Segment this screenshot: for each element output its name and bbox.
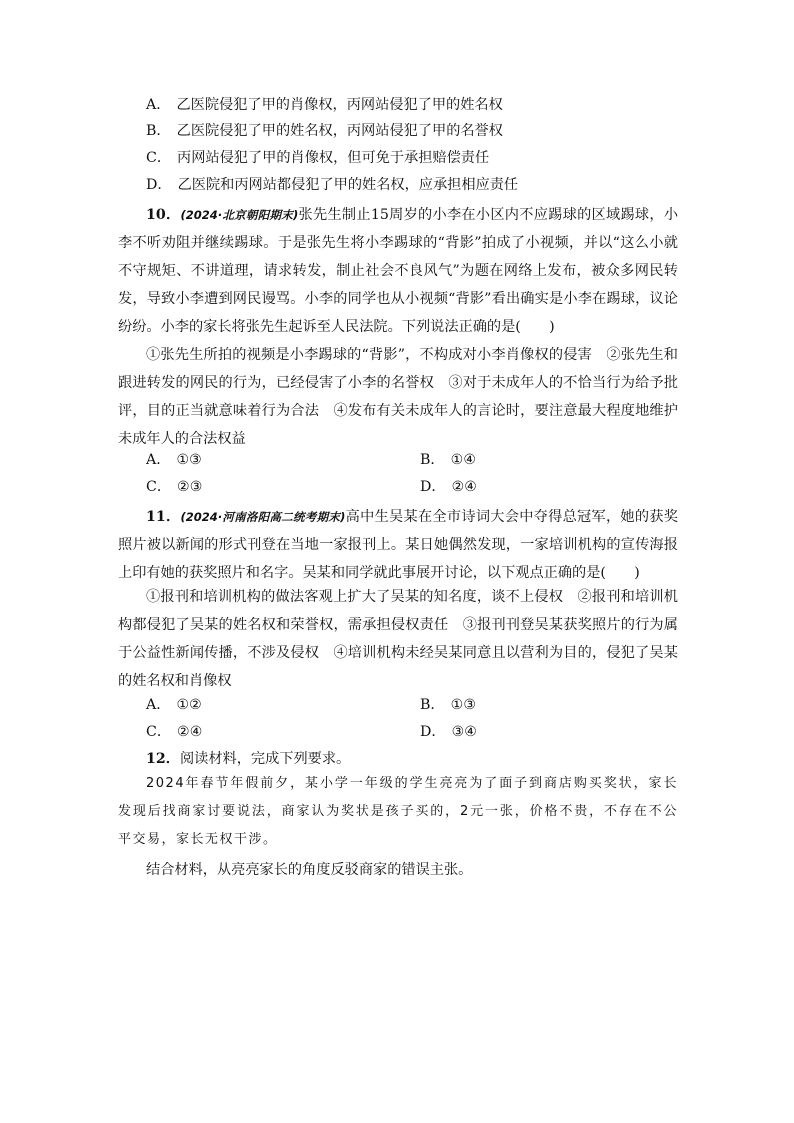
option-label: A． — [146, 697, 171, 713]
material-text: 2024年春节年假前夕，某小学一年级的学生亮亮为了面子到商店购买奖状，家长发现后找商家讨要说法，商家认为奖状是孩子买的，2元一张，价格不贵，不存在不公平交易，家长无权干涉。 — [118, 776, 678, 847]
question-text: 结合材料，从亮亮家长的角度反驳商家的错误主张。 — [146, 862, 473, 878]
q10-option-a — [146, 450, 202, 470]
question-source: (2024·河南洛阳高二统考期末) — [180, 510, 346, 524]
question-number: 11． — [146, 509, 181, 525]
q9-option-d — [146, 175, 518, 195]
q9-option-b — [146, 121, 503, 141]
q11-option-d — [420, 722, 477, 742]
question-source: (2024·北京朝阳期末) — [180, 208, 299, 222]
question-prompt: 阅读材料，完成下列要求。 — [179, 751, 351, 767]
q10-option-b — [420, 450, 476, 470]
q11-stem — [118, 503, 678, 587]
question-stem-rest: 李不听劝阻并继续踢球。于是张先生将小李踢球的“背影”拍成了小视频，并以“这么小就不守规矩、不讲道理，请求转发，制止社会不良风气”为题在网络上发布，被众多网民转发，导致小李遭到网民谩骂。小李的同学也从小视频“背影”看出确实是小李在踢球，议论纷纷。小李的家长将张先生起诉至人民法院。下列说法正确的是( ) — [118, 235, 678, 335]
q12-material — [118, 770, 678, 854]
option-text: ②③ — [177, 479, 203, 495]
option-text: ③④ — [451, 724, 478, 740]
q9-option-c — [146, 148, 489, 168]
question-stem-first: 高中生吴某在全市诗词大会中夺得总冠军，她的获奖 — [345, 509, 678, 525]
option-label: B． — [146, 123, 171, 139]
option-text: ①② — [176, 697, 202, 713]
q11-statements — [118, 583, 678, 695]
q10-option-c — [146, 477, 203, 497]
option-text: ①③ — [450, 697, 477, 713]
q11-option-c — [146, 722, 203, 742]
q10-option-d — [420, 477, 477, 497]
option-label: C． — [146, 150, 172, 166]
option-text: ①③ — [176, 452, 202, 468]
statements-text: ①报刊和培训机构的做法客观上扩大了吴某的知名度，谈不上侵权 ②报刊和培训机构都侵犯了吴某的姓名权和荣誉权，需承担侵权责任 ③报刊刊登吴某获奖照片的行为属于公益性新闻传播，不涉及侵权 ④培训机构未经吴某同意且以营利为目的，侵犯了吴某的姓名权和肖像权 — [118, 589, 678, 689]
statements-text: ①张先生所拍的视频是小李踢球的“背影”，不构成对小李肖像权的侵害 ②张先生和跟进转发的网民的行为，已经侵害了小李的名誉权 ③对于未成年人的不恰当行为给予批评，目的正当就意味着行为合法 ④发布有关未成年人的言论时，要注意最大程度地维护未成年人的合法权益 — [118, 347, 678, 447]
option-label: A． — [146, 452, 171, 468]
option-label: B． — [420, 697, 445, 713]
option-text: ②④ — [177, 724, 203, 740]
option-text: 乙医院侵犯了甲的姓名权，丙网站侵犯了甲的名誉权 — [176, 123, 503, 139]
option-text: 乙医院和丙网站都侵犯了甲的姓名权，应承担相应责任 — [177, 177, 519, 193]
option-label: A． — [146, 97, 171, 113]
option-label: D． — [146, 177, 172, 193]
q11-option-b — [420, 695, 476, 715]
option-label: D． — [420, 479, 446, 495]
q12-prompt — [146, 749, 350, 769]
option-label: B． — [420, 452, 445, 468]
option-text: 乙医院侵犯了甲的肖像权，丙网站侵犯了甲的姓名权 — [176, 97, 503, 113]
q10-statements — [118, 341, 678, 453]
q9-option-a — [146, 95, 503, 115]
q11-option-a — [146, 695, 202, 715]
option-text: 丙网站侵犯了甲的肖像权，但可免于承担赔偿责任 — [177, 150, 490, 166]
option-text: ②④ — [451, 479, 478, 495]
question-stem-rest: 照片被以新闻的形式刊登在当地一家报刊上。某日她偶然发现，一家培训机构的宣传海报上印有她的获奖照片和名字。吴某和同学就此事展开讨论，以下观点正确的是( ) — [118, 537, 678, 581]
question-number: 12． — [146, 751, 180, 767]
option-text: ①④ — [450, 452, 477, 468]
question-stem-first: 张先生制止15周岁的小李在小区内不应踢球的区域踢球，小 — [298, 207, 679, 223]
option-label: C． — [146, 724, 172, 740]
option-label: C． — [146, 479, 172, 495]
option-label: D． — [420, 724, 446, 740]
question-number: 10． — [146, 207, 181, 223]
q10-stem — [118, 201, 678, 341]
q12-question — [146, 860, 472, 880]
